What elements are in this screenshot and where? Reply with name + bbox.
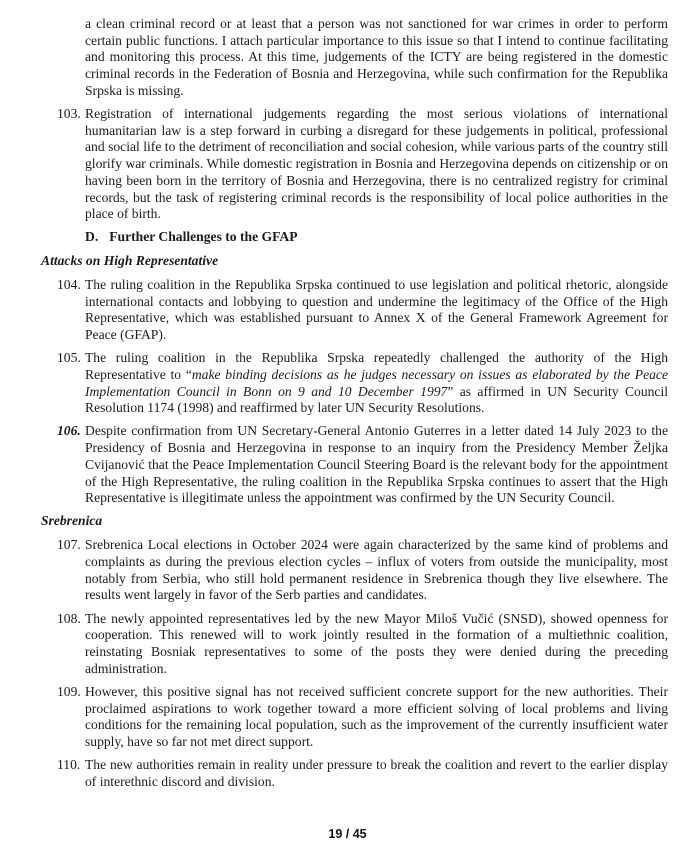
body-text: The new authorities remain in reality under pressure to break the coalition and revert to the earlier display of interethnic discord and division. [85, 757, 668, 789]
subheading-srebrenica: Srebrenica [41, 513, 103, 529]
paragraph-105 [41, 350, 668, 417]
paragraph-104 [41, 277, 668, 344]
body-text: Registration of international judgements regarding the most serious violations of international humanitarian law is a step forward in curbing a disregard for these judgements in political, professional and social life to the detriment of reconciliation and social cohesion, while various parts of the country still glorify war criminals. While domestic registration in Bosnia and Herzegovina depends on citizenship or on having been born in the territory of Bosnia and Herzegovina, there is no centralized registry for criminal records, but the task of registering criminal records is the responsibility of local police authorities in the place of birth. [85, 106, 668, 222]
quoted-italic-text: make binding decisions as he judges necessary on issues as elaborated by the Peace Implementation Council in Bonn on 9 and 10 December 1997 [85, 366, 668, 399]
section-heading-title: Further Challenges to the GFAP [109, 229, 298, 245]
body-text: ” as affirmed in UN Security Council Resolution 1174 (1998) and reaffirmed by later UN Security Resolutions. [85, 383, 668, 416]
paragraph-106 [41, 423, 668, 507]
page-number: 19 / 45 [328, 827, 367, 841]
body-text: The ruling coalition in the Republika Srpska repeatedly challenged the authority of the High Representative to “ [85, 350, 668, 382]
document-content [41, 16, 668, 797]
paragraph-number: 108. [57, 610, 81, 626]
section-heading-label: D. [85, 229, 99, 245]
body-text: a clean criminal record or at least that a person was not sanctioned for war crimes in order to perform certain public functions. I attach particular importance to this issue so that I intend to continue facilitating and monitoring this process. At this time, judgements of the ICTY are being registered in the domestic criminal records in the Federation of Bosnia and Herzegovina, while such confirmation for the Republika Srpska is missing. [85, 16, 668, 98]
paragraph-number: 107. [57, 537, 81, 553]
paragraph-number: 106. [57, 423, 81, 439]
section-heading-d [41, 229, 668, 246]
paragraph-108 [41, 611, 668, 678]
paragraph-number: 104. [57, 276, 81, 292]
paragraph-109 [41, 684, 668, 751]
paragraph-107 [41, 537, 668, 604]
paragraph-number: 105. [57, 350, 81, 366]
paragraph-continuation [41, 16, 668, 100]
paragraph-number: 103. [57, 106, 81, 122]
paragraph-110 [41, 757, 668, 790]
body-text: The newly appointed representatives led by the new Mayor Miloš Vučić (SNSD), showed openness for cooperation. This renewed will to work jointly resulted in the formation of a multiethnic coalition, reinstating Bosniak representatives to some of the posts they were denied during the preceding administration. [85, 610, 668, 676]
body-text: Srebrenica Local elections in October 2024 were again characterized by the same kind of problems and complaints as during the previous election cycles – influx of voters from outside the municipality, most notably from Serbia, who still hold permanent residence in Srebrenica though they live elsewhere. The results went largely in favor of the Serb parties and candidates. [85, 537, 668, 603]
body-text: Despite confirmation from UN Secretary-General Antonio Guterres in a letter dated 14 July 2023 to the Presidency of Bosnia and Herzegovina in response to an inquiry from the Presidency Member Željka Cvijanović that the Peace Implementation Council Steering Board is the relevant body for the appointment of the High Representative, the ruling coalition in the Republika Srpska continues to assert that the High Representative is illegitimate unless the appointment was confirmed by the UN Security Council. [85, 423, 668, 506]
paragraph-number: 109. [57, 683, 81, 699]
paragraph-number: 110. [57, 757, 81, 773]
body-text: However, this positive signal has not received sufficient concrete support for the new authorities. Their proclaimed aspirations to work together toward a more efficient solving of local problems and living conditions for the remaining local population, such as the improvement of the currently insufficient water supply, have so far not met direct support. [85, 683, 668, 749]
subheading-attacks-on-high-representative: Attacks on High Representative [41, 253, 219, 269]
paragraph-103 [41, 106, 668, 223]
body-text: The ruling coalition in the Republika Srpska continued to use legislation and political rhetoric, alongside international contacts and lobbying to question and undermine the legitimacy of the Office of the High Representative, which was established pursuant to Annex X of the General Framework Agreement for Peace (GFAP). [85, 276, 668, 342]
